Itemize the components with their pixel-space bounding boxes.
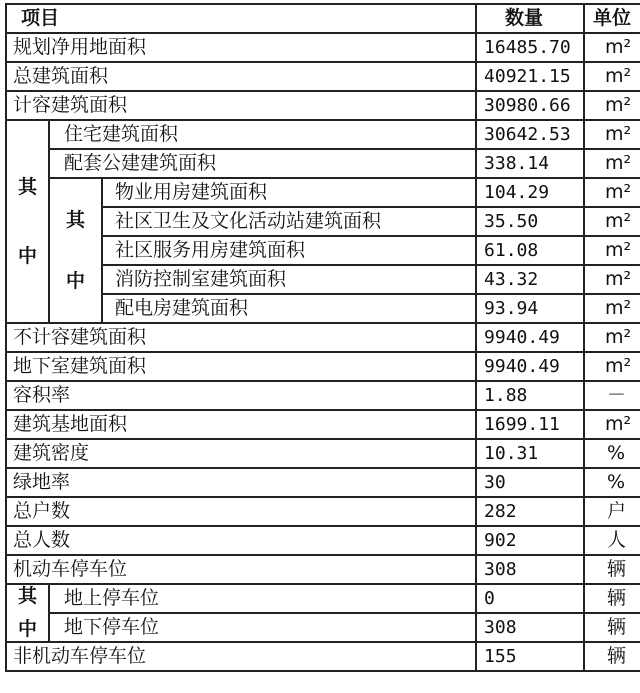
row-unit: m²: [584, 149, 640, 178]
row-label: 配电房建筑面积: [102, 294, 476, 323]
row-unit: %: [584, 439, 640, 468]
row-label: 地下停车位: [49, 613, 476, 642]
row-unit: m²: [584, 323, 640, 352]
group-char-qi: 其: [17, 175, 37, 198]
group-char-qi: 其: [65, 208, 85, 231]
row-unit: m²: [584, 410, 640, 439]
row-label: 地下室建筑面积: [6, 352, 476, 381]
row-value: 0: [476, 584, 584, 613]
row-unit: m²: [584, 91, 640, 120]
table-row: [6, 91, 640, 120]
table-row: [6, 33, 640, 62]
row-label: 配套公建建筑面积: [49, 149, 476, 178]
row-value: 9940.49: [476, 323, 584, 352]
row-label: 消防控制室建筑面积: [102, 265, 476, 294]
row-label: 容积率: [6, 381, 476, 410]
group-label-parking: [6, 584, 49, 642]
table-row: [6, 497, 640, 526]
table-row: [6, 642, 640, 671]
table-row: [6, 323, 640, 352]
row-unit: m²: [584, 294, 640, 323]
row-value: 9940.49: [476, 352, 584, 381]
row-value: 93.94: [476, 294, 584, 323]
row-unit: m²: [584, 236, 640, 265]
group-label-inner: [49, 178, 102, 323]
row-unit: m²: [584, 120, 640, 149]
group-char-qi: 其: [17, 585, 37, 607]
row-value: 1699.11: [476, 410, 584, 439]
row-value: 902: [476, 526, 584, 555]
table-row: [6, 410, 640, 439]
row-label: 建筑密度: [6, 439, 476, 468]
row-value: 16485.70: [476, 33, 584, 62]
row-label: 计容建筑面积: [6, 91, 476, 120]
row-unit: m²: [584, 352, 640, 381]
table-row: [6, 207, 640, 236]
header-row: [6, 4, 640, 33]
row-label: 社区卫生及文化活动站建筑面积: [102, 207, 476, 236]
row-unit: m²: [584, 178, 640, 207]
table-row: [6, 294, 640, 323]
row-label: 不计容建筑面积: [6, 323, 476, 352]
table-row: [6, 120, 640, 149]
group-char-zhong: 中: [17, 618, 37, 640]
table-row: [6, 439, 640, 468]
row-value: 1.88: [476, 381, 584, 410]
table-row: [6, 381, 640, 410]
table-row: [6, 149, 640, 178]
row-unit: 人: [584, 526, 640, 555]
table-row: [6, 526, 640, 555]
row-unit: 辆: [584, 642, 640, 671]
row-value: 43.32: [476, 265, 584, 294]
row-label: 建筑基地面积: [6, 410, 476, 439]
row-unit: m²: [584, 265, 640, 294]
row-unit: 辆: [584, 584, 640, 613]
table-row: [6, 352, 640, 381]
table-row: [6, 236, 640, 265]
row-value: 61.08: [476, 236, 584, 265]
row-value: 35.50: [476, 207, 584, 236]
row-label: 规划净用地面积: [6, 33, 476, 62]
row-label: 物业用房建筑面积: [102, 178, 476, 207]
table-row: [6, 613, 640, 642]
row-value: 30642.53: [476, 120, 584, 149]
table-row: [6, 62, 640, 91]
group-label-outer: [6, 120, 49, 323]
row-value: 30: [476, 468, 584, 497]
group-char-zhong: 中: [65, 269, 85, 292]
row-value: 40921.15: [476, 62, 584, 91]
table-row: [6, 468, 640, 497]
table-row: [6, 265, 640, 294]
row-label: 绿地率: [6, 468, 476, 497]
row-value: 308: [476, 613, 584, 642]
table-row: [6, 178, 640, 207]
row-unit: m²: [584, 33, 640, 62]
row-unit: －: [584, 381, 640, 410]
row-value: 282: [476, 497, 584, 526]
row-label: 非机动车停车位: [6, 642, 476, 671]
header-quantity: 数量: [476, 4, 584, 33]
row-label: 社区服务用房建筑面积: [102, 236, 476, 265]
table-row: [6, 584, 640, 613]
header-item: 项目: [6, 4, 476, 33]
table-row: [6, 555, 640, 584]
row-label: 总建筑面积: [6, 62, 476, 91]
row-unit: 辆: [584, 613, 640, 642]
row-label: 地上停车位: [49, 584, 476, 613]
header-unit: 单位: [584, 4, 640, 33]
row-label: 住宅建筑面积: [49, 120, 476, 149]
indicator-table: [5, 3, 640, 672]
row-value: 155: [476, 642, 584, 671]
row-unit: %: [584, 468, 640, 497]
row-label: 总人数: [6, 526, 476, 555]
row-label: 总户数: [6, 497, 476, 526]
row-unit: m²: [584, 62, 640, 91]
row-value: 30980.66: [476, 91, 584, 120]
row-value: 338.14: [476, 149, 584, 178]
row-value: 104.29: [476, 178, 584, 207]
row-unit: m²: [584, 207, 640, 236]
row-label: 机动车停车位: [6, 555, 476, 584]
row-unit: 户: [584, 497, 640, 526]
row-value: 308: [476, 555, 584, 584]
group-char-zhong: 中: [17, 244, 37, 267]
row-value: 10.31: [476, 439, 584, 468]
row-unit: 辆: [584, 555, 640, 584]
